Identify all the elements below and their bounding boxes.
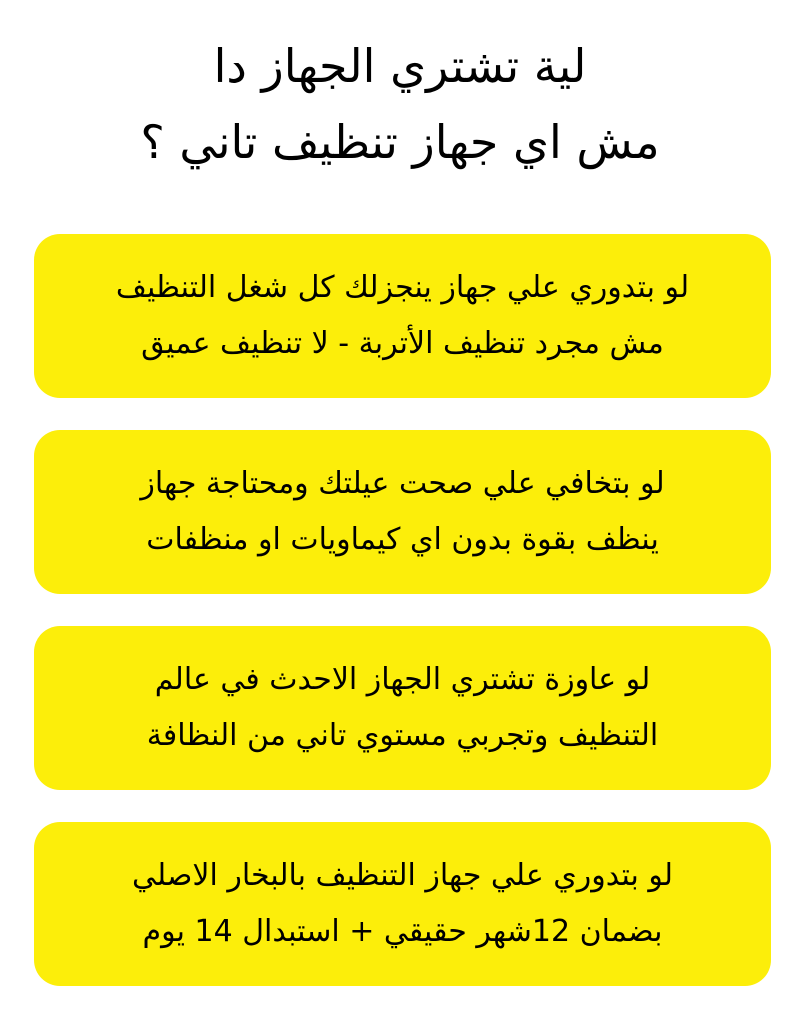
title-line-1: لية تشتري الجهاز دا: [213, 39, 587, 93]
feature-card-line-2: بضمان 12شهر حقيقي + استبدال 14 يوم: [142, 914, 663, 949]
feature-card-latest-device: [34, 626, 771, 790]
feature-card-line-1: لو بتخافي علي صحت عيلتك ومحتاجة جهاز: [140, 466, 665, 501]
page-title: [0, 28, 800, 180]
feature-card-line-1: لو بتدوري علي جهاز ينجزلك كل شغل التنظيف: [115, 270, 690, 305]
title-line-2: مش اي جهاز تنظيف تاني ؟: [140, 115, 660, 169]
feature-card-chemical-free: [34, 430, 771, 594]
feature-card-line-2: ينظف بقوة بدون اي كيماويات او منظفات: [146, 522, 659, 557]
feature-card-list: [34, 234, 771, 1018]
feature-card-line-2: التنظيف وتجربي مستوي تاني من النظافة: [146, 718, 659, 753]
feature-card-deep-cleaning: [34, 234, 771, 398]
feature-card-line-1: لو بتدوري علي جهاز التنظيف بالبخار الاصلي: [131, 858, 674, 893]
feature-card-line-1: لو عاوزة تشتري الجهاز الاحدث في عالم: [154, 662, 651, 697]
feature-card-warranty: [34, 822, 771, 986]
feature-card-line-2: مش مجرد تنظيف الأتربة - لا تنظيف عميق: [141, 326, 664, 361]
